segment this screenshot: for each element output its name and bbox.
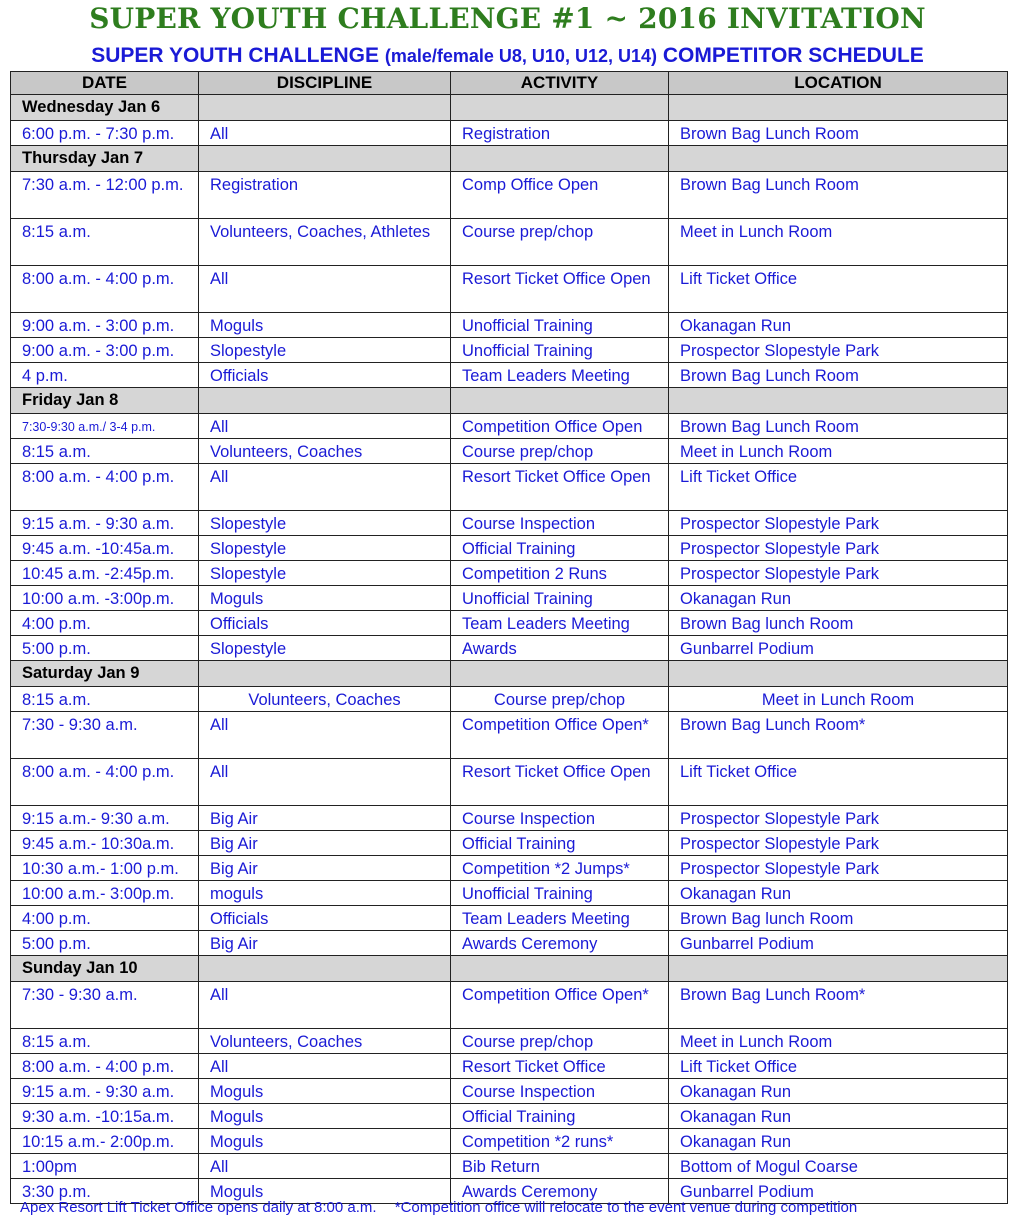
cell-location: Brown Bag Lunch Room xyxy=(669,414,1008,439)
cell-location: Brown Bag lunch Room xyxy=(669,906,1008,931)
cell-activity: Competition Office Open* xyxy=(451,982,669,1029)
cell-discipline: Moguls xyxy=(199,1104,451,1129)
header-date: DATE xyxy=(11,72,199,95)
cell-discipline: Volunteers, Coaches xyxy=(199,687,451,712)
cell-discipline: Officials xyxy=(199,906,451,931)
day-label: Friday Jan 8 xyxy=(11,388,199,414)
cell-date: 6:00 p.m. - 7:30 p.m. xyxy=(11,121,199,146)
cell-discipline: All xyxy=(199,464,451,511)
table-row xyxy=(11,831,1008,856)
page-subtitle xyxy=(0,44,1015,68)
table-row xyxy=(11,172,1008,219)
table-row xyxy=(11,931,1008,956)
cell-date: 5:00 p.m. xyxy=(11,931,199,956)
cell-discipline: Big Air xyxy=(199,856,451,881)
day-header-row xyxy=(11,661,1008,687)
cell-activity: Comp Office Open xyxy=(451,172,669,219)
cell-location: Prospector Slopestyle Park xyxy=(669,511,1008,536)
page-title: SUPER YOUTH CHALLENGE #1 ~ 2016 INVITATION xyxy=(89,2,926,35)
cell-location: Brown Bag Lunch Room* xyxy=(669,982,1008,1029)
cell-discipline: Officials xyxy=(199,611,451,636)
table-row xyxy=(11,511,1008,536)
cell-discipline: All xyxy=(199,759,451,806)
day-header-cell xyxy=(451,956,669,982)
cell-activity: Resort Ticket Office Open xyxy=(451,759,669,806)
table-row xyxy=(11,266,1008,313)
day-label: Sunday Jan 10 xyxy=(11,956,199,982)
footer-notes xyxy=(20,1199,857,1216)
table-row xyxy=(11,586,1008,611)
cell-activity: Competition *2 Jumps* xyxy=(451,856,669,881)
cell-date: 8:15 a.m. xyxy=(11,439,199,464)
cell-location: Prospector Slopestyle Park xyxy=(669,536,1008,561)
subtitle-lead: SUPER YOUTH CHALLENGE xyxy=(91,44,385,67)
cell-activity: Registration xyxy=(451,121,669,146)
cell-discipline: Moguls xyxy=(199,313,451,338)
footer-lift-note: Apex Resort Lift Ticket Office opens daily at 8:00 a.m. xyxy=(20,1199,377,1216)
day-header-cell xyxy=(199,146,451,172)
table-row xyxy=(11,611,1008,636)
cell-discipline: All xyxy=(199,266,451,313)
cell-date: 10:00 a.m. -3:00p.m. xyxy=(11,586,199,611)
table-row xyxy=(11,121,1008,146)
table-row xyxy=(11,759,1008,806)
cell-location: Okanagan Run xyxy=(669,586,1008,611)
cell-date: 9:00 a.m. - 3:00 p.m. xyxy=(11,313,199,338)
cell-date: 9:30 a.m. -10:15a.m. xyxy=(11,1104,199,1129)
day-header-row xyxy=(11,95,1008,121)
table-row xyxy=(11,712,1008,759)
cell-discipline: All xyxy=(199,121,451,146)
cell-date: 10:45 a.m. -2:45p.m. xyxy=(11,561,199,586)
cell-location: Meet in Lunch Room xyxy=(669,439,1008,464)
table-row xyxy=(11,1129,1008,1154)
cell-location: Brown Bag Lunch Room xyxy=(669,363,1008,388)
cell-discipline: Moguls xyxy=(199,1079,451,1104)
schedule-body xyxy=(11,95,1008,1204)
day-header-cell xyxy=(199,956,451,982)
day-header-cell xyxy=(669,95,1008,121)
table-row xyxy=(11,687,1008,712)
cell-date: 1:00pm xyxy=(11,1154,199,1179)
cell-location: Prospector Slopestyle Park xyxy=(669,806,1008,831)
table-row xyxy=(11,1054,1008,1079)
cell-date: 4:00 p.m. xyxy=(11,906,199,931)
day-header-row xyxy=(11,146,1008,172)
cell-discipline: Big Air xyxy=(199,831,451,856)
cell-location: Okanagan Run xyxy=(669,1104,1008,1129)
cell-date: 8:00 a.m. - 4:00 p.m. xyxy=(11,464,199,511)
cell-location: Lift Ticket Office xyxy=(669,266,1008,313)
cell-activity: Unofficial Training xyxy=(451,586,669,611)
cell-date: 8:15 a.m. xyxy=(11,1029,199,1054)
cell-activity: Team Leaders Meeting xyxy=(451,906,669,931)
cell-date: 9:45 a.m.- 10:30a.m. xyxy=(11,831,199,856)
cell-date: 10:15 a.m.- 2:00p.m. xyxy=(11,1129,199,1154)
cell-location: Bottom of Mogul Coarse xyxy=(669,1154,1008,1179)
cell-activity: Team Leaders Meeting xyxy=(451,363,669,388)
cell-location: Meet in Lunch Room xyxy=(669,219,1008,266)
table-row xyxy=(11,464,1008,511)
day-header-cell xyxy=(669,956,1008,982)
cell-activity: Bib Return xyxy=(451,1154,669,1179)
cell-activity: Awards Ceremony xyxy=(451,1179,669,1204)
cell-activity: Course Inspection xyxy=(451,806,669,831)
cell-discipline: Slopestyle xyxy=(199,636,451,661)
table-row xyxy=(11,856,1008,881)
cell-location: Gunbarrel Podium xyxy=(669,931,1008,956)
table-row xyxy=(11,806,1008,831)
cell-date: 8:15 a.m. xyxy=(11,219,199,266)
table-row xyxy=(11,1029,1008,1054)
cell-activity: Competition *2 runs* xyxy=(451,1129,669,1154)
cell-discipline: Moguls xyxy=(199,1179,451,1204)
header-location: LOCATION xyxy=(669,72,1008,95)
table-row xyxy=(11,313,1008,338)
table-row xyxy=(11,906,1008,931)
table-row xyxy=(11,1104,1008,1129)
cell-activity: Course prep/chop xyxy=(451,219,669,266)
day-label: Saturday Jan 9 xyxy=(11,661,199,687)
cell-date: 10:00 a.m.- 3:00p.m. xyxy=(11,881,199,906)
cell-activity: Resort Ticket Office Open xyxy=(451,464,669,511)
cell-discipline: Volunteers, Coaches, Athletes xyxy=(199,219,451,266)
cell-location: Brown Bag Lunch Room* xyxy=(669,712,1008,759)
cell-discipline: All xyxy=(199,414,451,439)
cell-activity: Official Training xyxy=(451,1104,669,1129)
cell-discipline: Big Air xyxy=(199,931,451,956)
cell-location: Meet in Lunch Room xyxy=(669,1029,1008,1054)
subtitle-tail: COMPETITOR SCHEDULE xyxy=(657,44,924,67)
cell-discipline: Volunteers, Coaches xyxy=(199,439,451,464)
cell-location: Meet in Lunch Room xyxy=(669,687,1008,712)
table-row xyxy=(11,219,1008,266)
cell-date: 7:30 a.m. - 12:00 p.m. xyxy=(11,172,199,219)
table-row xyxy=(11,561,1008,586)
table-row xyxy=(11,363,1008,388)
cell-date: 7:30-9:30 a.m./ 3-4 p.m. xyxy=(11,414,199,439)
cell-date: 7:30 - 9:30 a.m. xyxy=(11,982,199,1029)
cell-discipline: Slopestyle xyxy=(199,338,451,363)
day-header-cell xyxy=(451,661,669,687)
cell-discipline: Slopestyle xyxy=(199,511,451,536)
day-header-row xyxy=(11,388,1008,414)
cell-discipline: All xyxy=(199,712,451,759)
cell-date: 3:30 p.m. xyxy=(11,1179,199,1204)
cell-discipline: All xyxy=(199,1054,451,1079)
cell-discipline: Registration xyxy=(199,172,451,219)
cell-activity: Team Leaders Meeting xyxy=(451,611,669,636)
cell-date: 8:15 a.m. xyxy=(11,687,199,712)
day-header-cell xyxy=(199,388,451,414)
cell-activity: Resort Ticket Office xyxy=(451,1054,669,1079)
table-row xyxy=(11,1154,1008,1179)
table-row xyxy=(11,536,1008,561)
cell-discipline: All xyxy=(199,1154,451,1179)
day-header-cell xyxy=(669,146,1008,172)
cell-activity: Official Training xyxy=(451,831,669,856)
day-header-cell xyxy=(669,388,1008,414)
day-header-row xyxy=(11,956,1008,982)
cell-date: 9:15 a.m. - 9:30 a.m. xyxy=(11,1079,199,1104)
cell-activity: Awards xyxy=(451,636,669,661)
cell-date: 9:45 a.m. -10:45a.m. xyxy=(11,536,199,561)
table-row xyxy=(11,636,1008,661)
cell-discipline: Slopestyle xyxy=(199,536,451,561)
cell-location: Brown Bag lunch Room xyxy=(669,611,1008,636)
day-header-cell xyxy=(669,661,1008,687)
day-header-cell xyxy=(451,388,669,414)
cell-date: 9:00 a.m. - 3:00 p.m. xyxy=(11,338,199,363)
cell-activity: Competition Office Open xyxy=(451,414,669,439)
cell-date: 8:00 a.m. - 4:00 p.m. xyxy=(11,759,199,806)
cell-discipline: Moguls xyxy=(199,586,451,611)
cell-date: 5:00 p.m. xyxy=(11,636,199,661)
table-row xyxy=(11,982,1008,1029)
cell-activity: Course prep/chop xyxy=(451,1029,669,1054)
cell-date: 4 p.m. xyxy=(11,363,199,388)
cell-activity: Unofficial Training xyxy=(451,338,669,363)
cell-activity: Unofficial Training xyxy=(451,313,669,338)
cell-location: Brown Bag Lunch Room xyxy=(669,172,1008,219)
header-discipline: DISCIPLINE xyxy=(199,72,451,95)
cell-activity: Competition Office Open* xyxy=(451,712,669,759)
cell-date: 7:30 - 9:30 a.m. xyxy=(11,712,199,759)
cell-discipline: Moguls xyxy=(199,1129,451,1154)
cell-location: Okanagan Run xyxy=(669,313,1008,338)
cell-location: Okanagan Run xyxy=(669,881,1008,906)
day-label: Thursday Jan 7 xyxy=(11,146,199,172)
cell-location: Gunbarrel Podium xyxy=(669,636,1008,661)
schedule-table xyxy=(10,71,1008,1204)
cell-location: Okanagan Run xyxy=(669,1079,1008,1104)
cell-discipline: Slopestyle xyxy=(199,561,451,586)
table-row xyxy=(11,439,1008,464)
cell-discipline: All xyxy=(199,982,451,1029)
cell-date: 4:00 p.m. xyxy=(11,611,199,636)
cell-location: Gunbarrel Podium xyxy=(669,1179,1008,1204)
cell-location: Prospector Slopestyle Park xyxy=(669,856,1008,881)
cell-discipline: moguls xyxy=(199,881,451,906)
cell-activity: Official Training xyxy=(451,536,669,561)
cell-activity: Unofficial Training xyxy=(451,881,669,906)
day-label: Wednesday Jan 6 xyxy=(11,95,199,121)
cell-activity: Course Inspection xyxy=(451,1079,669,1104)
cell-activity: Course Inspection xyxy=(451,511,669,536)
cell-activity: Competition 2 Runs xyxy=(451,561,669,586)
cell-activity: Course prep/chop xyxy=(451,439,669,464)
cell-date: 9:15 a.m.- 9:30 a.m. xyxy=(11,806,199,831)
table-row xyxy=(11,338,1008,363)
day-header-cell xyxy=(199,95,451,121)
cell-location: Prospector Slopestyle Park xyxy=(669,338,1008,363)
header-activity: ACTIVITY xyxy=(451,72,669,95)
day-header-cell xyxy=(451,146,669,172)
cell-discipline: Officials xyxy=(199,363,451,388)
cell-location: Lift Ticket Office xyxy=(669,464,1008,511)
cell-date: 8:00 a.m. - 4:00 p.m. xyxy=(11,266,199,313)
table-row xyxy=(11,881,1008,906)
cell-location: Prospector Slopestyle Park xyxy=(669,831,1008,856)
cell-location: Okanagan Run xyxy=(669,1129,1008,1154)
cell-activity: Resort Ticket Office Open xyxy=(451,266,669,313)
cell-date: 9:15 a.m. - 9:30 a.m. xyxy=(11,511,199,536)
day-header-cell xyxy=(451,95,669,121)
table-row xyxy=(11,1079,1008,1104)
cell-location: Lift Ticket Office xyxy=(669,1054,1008,1079)
cell-discipline: Volunteers, Coaches xyxy=(199,1029,451,1054)
subtitle-categories: (male/female U8, U10, U12, U14) xyxy=(384,46,657,66)
cell-activity: Course prep/chop xyxy=(451,687,669,712)
cell-date: 10:30 a.m.- 1:00 p.m. xyxy=(11,856,199,881)
header-row xyxy=(11,72,1008,95)
cell-location: Prospector Slopestyle Park xyxy=(669,561,1008,586)
cell-location: Brown Bag Lunch Room xyxy=(669,121,1008,146)
footer-competition-note: *Competition office will relocate to the event venue during competition xyxy=(394,1199,858,1216)
cell-date: 8:00 a.m. - 4:00 p.m. xyxy=(11,1054,199,1079)
day-header-cell xyxy=(199,661,451,687)
table-row xyxy=(11,414,1008,439)
cell-activity: Awards Ceremony xyxy=(451,931,669,956)
cell-discipline: Big Air xyxy=(199,806,451,831)
cell-location: Lift Ticket Office xyxy=(669,759,1008,806)
